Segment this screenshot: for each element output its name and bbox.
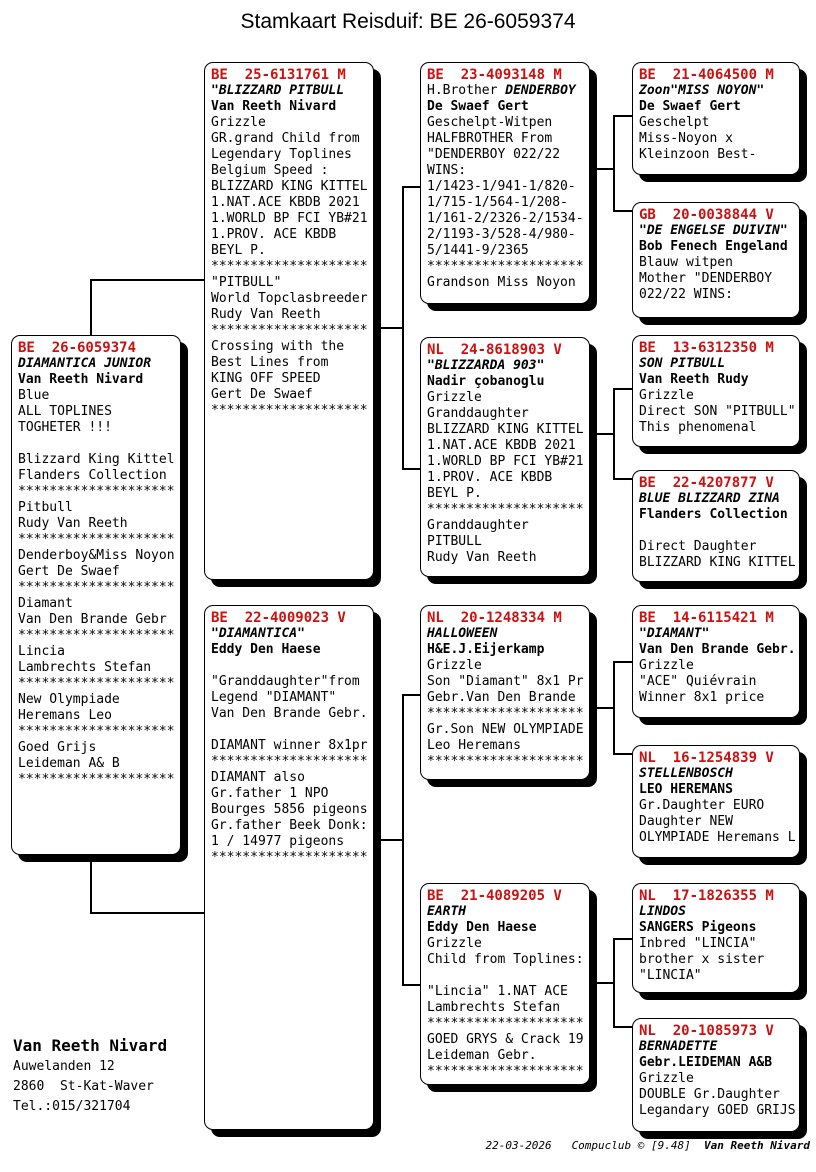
pedigree-connector-line (402, 984, 420, 986)
pedigree-line: Granddaughter (427, 518, 529, 533)
pedigree-line: Direct SON "PITBULL" (639, 404, 796, 419)
pedigree-line: ******************** (211, 323, 368, 338)
pedigree-line: 5/1441-9/2365 (427, 243, 529, 258)
ring-number: NL 20-1085973 V (639, 1023, 774, 1039)
pedigree-line: HALLOWEEN (427, 626, 498, 641)
pedigree-box-pat-granddam (420, 337, 590, 577)
footer-date: 22-03-2026 (485, 1139, 552, 1152)
footer (485, 1139, 810, 1152)
pedigree-line: Blue (18, 388, 50, 403)
pedigree-line: Van Den Brande Gebr. (211, 706, 368, 721)
pedigree-line: Rudy Van Reeth (427, 550, 537, 565)
pedigree-line: Pitbull (18, 500, 73, 515)
pedigree-line: ******************** (427, 754, 584, 769)
ring-number: BE 23-4093148 M (427, 67, 562, 83)
pedigree-line: TOGHETER !!! (18, 420, 112, 435)
pedigree-line: Child from Toplines: (427, 952, 584, 967)
pedigree-line: "BLIZZARD PITBULL (211, 83, 345, 98)
pedigree-line: "DIAMANTICA" (211, 626, 305, 641)
pedigree-line: BEYL P. (211, 243, 266, 258)
pedigree-connector-line (613, 661, 632, 663)
pedigree-connector-line (402, 468, 420, 470)
pedigree-line: ******************** (211, 754, 368, 769)
pedigree-line: ALL TOPLINES (18, 404, 112, 419)
pedigree-line: DIAMANTICA JUNIOR (18, 356, 152, 371)
pedigree-line: 1/161-2/2326-2/1534- (427, 211, 584, 226)
pedigree-line: Mother "DENDERBOY (639, 271, 773, 286)
pedigree-line: Rudy Van Reeth (211, 307, 321, 322)
ring-number: BE 22-4009023 V (211, 610, 346, 626)
pedigree-connector-line (613, 938, 615, 1027)
pedigree-box-ggparent-7 (632, 883, 800, 993)
pedigree-line: 1/715-1/564-1/208- (427, 195, 568, 210)
pedigree-line: BLIZZARD KING KITTEL (427, 422, 584, 437)
pedigree-line: 1.PROV. ACE KBDB (427, 470, 553, 485)
pedigree-line: ******************** (18, 532, 175, 547)
pedigree-box-mat-granddam (420, 883, 590, 1085)
pedigree-line: SON PITBULL (639, 356, 726, 371)
pedigree-line: Crossing with the (211, 339, 345, 354)
pedigree-line: This phenomenal (639, 420, 757, 435)
pedigree-line: WINS: (427, 163, 467, 178)
pedigree-line: "Granddaughter"from (211, 674, 360, 689)
pedigree-connector-line (90, 279, 204, 281)
pedigree-line: H.Brother DENDERBOY (427, 83, 576, 98)
pedigree-connector-line (590, 982, 613, 984)
pedigree-box-ggparent-6 (632, 745, 800, 858)
pedigree-line: ******************** (18, 772, 175, 787)
pedigree-line: ******************** (18, 724, 175, 739)
pedigree-line: Direct Daughter (639, 539, 757, 554)
pedigree-line: De Swaef Gert (639, 99, 741, 114)
pedigree-line: Eddy Den Haese (427, 920, 537, 935)
pedigree-line: Heremans Leo (18, 708, 112, 723)
pedigree-line: Daughter NEW (639, 814, 733, 829)
pedigree-connector-line (402, 694, 404, 985)
pedigree-line: 1 / 14977 pigeons (211, 834, 345, 849)
pedigree-line: BEYL P. (427, 486, 482, 501)
pedigree-connector-line (90, 912, 204, 914)
pedigree-line: DOUBLE Gr.Daughter (639, 1087, 780, 1102)
pedigree-line: H&E.J.Eijerkamp (427, 642, 545, 657)
pedigree-line: STELLENBOSCH (639, 766, 733, 781)
pedigree-connector-line (613, 388, 632, 390)
pedigree-line: Best Lines from (211, 355, 329, 370)
pedigree-connector-line (613, 388, 615, 479)
pedigree-line: DIAMANT also (211, 770, 305, 785)
pedigree-line: DIAMANT winner 8x1pr (211, 738, 368, 753)
pedigree-line: Miss-Noyon x (639, 131, 733, 146)
pedigree-line (639, 523, 797, 539)
pedigree-line: ******************** (427, 259, 584, 274)
pedigree-line: 022/22 WINS: (639, 287, 733, 302)
pedigree-line: Rudy Van Reeth (18, 516, 128, 531)
pedigree-connector-line (590, 168, 613, 170)
pedigree-line: Grizzle (639, 388, 694, 403)
pedigree-line: Gr.father Beek Donk: (211, 818, 368, 833)
footer-owner: Van Reeth Nivard (704, 1139, 810, 1152)
ring-number: NL 16-1254839 V (639, 750, 774, 766)
pedigree-line: BERNADETTE (639, 1039, 718, 1054)
ring-number: BE 21-4089205 V (427, 888, 562, 904)
pedigree-line: "LINCIA" (639, 968, 702, 983)
pedigree-line: LEO HEREMANS (639, 782, 733, 797)
pedigree-box-ggparent-2 (632, 202, 800, 318)
pedigree-box-ggparent-5 (632, 605, 800, 718)
pedigree-connector-line (590, 433, 613, 435)
pedigree-line: Gr.Son NEW OLYMPIADE (427, 722, 584, 737)
pedigree-line: KING OFF SPEED (211, 371, 321, 386)
pedigree-line: LINDOS (639, 904, 686, 919)
pedigree-line: Gr.father 1 NPO (211, 786, 329, 801)
pedigree-line: 1.WORLD BP FCI YB#21 (427, 454, 584, 469)
pedigree-line: Grizzle (427, 936, 482, 951)
pedigree-line: Van Reeth Rudy (639, 372, 749, 387)
pedigree-line: 1/1423-1/941-1/820- (427, 179, 576, 194)
pedigree-line: Eddy Den Haese (211, 642, 321, 657)
pedigree-line: ******************** (18, 628, 175, 643)
pedigree-line: ******************** (211, 850, 368, 865)
pedigree-line: Bourges 5856 pigeons (211, 802, 368, 817)
owner-address: Auwelanden 12 (13, 1059, 115, 1074)
pedigree-line: Bob Fenech Engeland (639, 239, 788, 254)
pedigree-line: ******************** (427, 1064, 584, 1079)
pedigree-line: Flanders Collection (18, 468, 167, 483)
pedigree-line: Gebr.Van Den Brande (427, 690, 576, 705)
ring-number: BE 14-6115421 M (639, 610, 774, 626)
pedigree-line: Grizzle (427, 658, 482, 673)
pedigree-line: Winner 8x1 price (639, 690, 765, 705)
pedigree-line: PITBULL (427, 534, 482, 549)
pedigree-line: "ACE" Quiévrain (639, 674, 757, 689)
pedigree-box-ggparent-1 (632, 62, 800, 175)
pedigree-line: "Lincia" 1.NAT ACE (427, 984, 568, 999)
pedigree-line: ******************** (18, 676, 175, 691)
pedigree-line: SANGERS Pigeons (639, 920, 757, 935)
pedigree-box-pat-grandsire (420, 62, 590, 304)
footer-software: Compuclub © [9.48] (571, 1139, 691, 1152)
pedigree-connector-line (90, 855, 92, 913)
pedigree-line: Zoon"MISS NOYON" (639, 83, 765, 98)
pedigree-box-ggparent-3 (632, 335, 800, 447)
pedigree-line: 1.NAT.ACE KBDB 2021 (211, 195, 360, 210)
pedigree-line: Blizzard King Kittel (18, 452, 175, 467)
pedigree-line (211, 658, 371, 674)
pedigree-line: Leo Heremans (427, 738, 521, 753)
pedigree-line: BLUE BLIZZARD ZINA (639, 491, 780, 506)
pedigree-connector-line (374, 327, 402, 329)
pedigree-line: Grandson Miss Noyon (427, 275, 576, 290)
pedigree-line: EARTH (427, 904, 467, 919)
pedigree-box-ggparent-4 (632, 470, 800, 582)
pedigree-box-mat-grandsire (420, 605, 590, 780)
pedigree-line: Gr.Daughter EURO (639, 798, 765, 813)
pedigree-connector-line (613, 115, 615, 211)
owner-phone: Tel.:015/321704 (13, 1099, 131, 1114)
pedigree-box-subject (11, 335, 181, 855)
ring-number: GB 20-0038844 V (639, 207, 774, 223)
pedigree-connector-line (613, 478, 632, 480)
pedigree-line: Gebr.LEIDEMAN A&B (639, 1055, 773, 1070)
pedigree-line: "BLIZZARDA 903" (427, 358, 545, 373)
pedigree-line: ******************** (427, 502, 584, 517)
pedigree-line: Geschelpt-Witpen (427, 115, 553, 130)
pedigree-box-ggparent-8 (632, 1018, 800, 1132)
pedigree-connector-line (374, 839, 402, 841)
pedigree-line: BLIZZARD KING KITTEL (639, 555, 796, 570)
pedigree-line: GOED GRYS & Crack 19 (427, 1032, 584, 1047)
pedigree-line: Grizzle (639, 658, 694, 673)
pedigree-line: Lambrechts Stefan (427, 1000, 561, 1015)
pedigree-connector-line (590, 707, 613, 709)
ring-number: NL 24-8618903 V (427, 342, 562, 358)
pedigree-connector-line (613, 115, 632, 117)
pedigree-line: Lincia (18, 644, 65, 659)
pedigree-line: Gert De Swaef (211, 387, 313, 402)
pedigree-line: Goed Grijs (18, 740, 97, 755)
pedigree-line: Van Reeth Nivard (18, 372, 144, 387)
pedigree-line: Grizzle (427, 390, 482, 405)
pedigree-line: "DE ENGELSE DUIVIN" (639, 223, 788, 238)
pedigree-line: BLIZZARD KING KITTEL (211, 179, 368, 194)
pedigree-connector-line (90, 279, 92, 336)
pedigree-line: "DENDERBOY 022/22 (427, 147, 561, 162)
pedigree-line: Flanders Collection (639, 507, 788, 522)
pedigree-line: Diamant (18, 596, 73, 611)
pedigree-line: GR.grand Child from (211, 131, 360, 146)
ring-number: BE 25-6131761 M (211, 67, 346, 83)
pedigree-line: 2/1193-3/528-4/980- (427, 227, 576, 242)
pedigree-line: 1.WORLD BP FCI YB#21 (211, 211, 368, 226)
pedigree-line: Kleinzoon Best- (639, 147, 757, 162)
pedigree-line: Denderboy&Miss Noyon (18, 548, 175, 563)
pedigree-line: Granddaughter (427, 406, 529, 421)
pedigree-line: De Swaef Gert (427, 99, 529, 114)
pedigree-connector-line (613, 938, 632, 940)
pedigree-line: Grizzle (211, 115, 266, 130)
pedigree-line: Nadir çobanoglu (427, 374, 545, 389)
pedigree-line: ******************** (18, 580, 175, 595)
pedigree-line (211, 722, 371, 738)
pedigree-line: Belgium Speed : (211, 163, 329, 178)
ring-number: BE 22-4207877 V (639, 475, 774, 491)
pedigree-line: Grizzle (639, 1071, 694, 1086)
pedigree-line: "PITBULL" (211, 275, 282, 290)
pedigree-line: Van Den Brande Gebr (18, 612, 167, 627)
pedigree-box-dam (204, 605, 374, 1130)
pedigree-line: Van Den Brande Gebr. (639, 642, 796, 657)
pedigree-line: New Olympiade (18, 692, 120, 707)
pedigree-line: Legandary GOED GRIJS (639, 1103, 796, 1118)
pedigree-line: Van Reeth Nivard (211, 99, 337, 114)
pedigree-line: OLYMPIADE Heremans L (639, 830, 796, 845)
pedigree-connector-line (613, 753, 632, 755)
owner-city: 2860 St-Kat-Waver (13, 1079, 154, 1094)
ring-number: BE 26-6059374 (18, 340, 137, 356)
ring-number: BE 13-6312350 M (639, 340, 774, 356)
pedigree-line: Legend "DIAMANT" (211, 690, 337, 705)
pedigree-line: 1.PROV. ACE KBDB (211, 227, 337, 242)
pedigree-connector-line (402, 186, 404, 469)
ring-number: BE 21-4064500 M (639, 67, 774, 83)
pedigree-line: Inbred "LINCIA" (639, 936, 757, 951)
pedigree-line (427, 968, 587, 984)
owner-block (13, 1035, 167, 1117)
owner-name: Van Reeth Nivard (13, 1036, 168, 1055)
pedigree-connector-line (613, 661, 615, 754)
pedigree-line: ******************** (211, 403, 368, 418)
pedigree-line: Blauw witpen (639, 255, 733, 270)
pedigree-connector-line (402, 186, 420, 188)
page-title: Stamkaart Reisduif: BE 26-6059374 (240, 10, 576, 33)
pedigree-line: Leideman Gebr. (427, 1048, 537, 1063)
pedigree-connector-line (613, 1026, 632, 1028)
pedigree-line: Geschelpt (639, 115, 710, 130)
pedigree-line: Legendary Toplines (211, 147, 352, 162)
pedigree-line: Gert De Swaef (18, 564, 120, 579)
pedigree-line: 1.NAT.ACE KBDB 2021 (427, 438, 576, 453)
pedigree-box-sire (204, 62, 374, 580)
pedigree-line: ******************** (18, 484, 175, 499)
pedigree-line: ******************** (211, 259, 368, 274)
ring-number: NL 20-1248334 M (427, 610, 562, 626)
pedigree-line: Leideman A& B (18, 756, 120, 771)
pedigree-line: Son "Diamant" 8x1 Pr (427, 674, 584, 689)
pedigree-line: "DIAMANT" (639, 626, 710, 641)
pedigree-line: Lambrechts Stefan (18, 660, 152, 675)
pedigree-line: ******************** (427, 706, 584, 721)
pedigree-line: HALFBROTHER From (427, 131, 553, 146)
pedigree-connector-line (613, 210, 632, 212)
pedigree-line: World Topclasbreeder (211, 291, 368, 306)
pedigree-line: ******************** (427, 1016, 584, 1031)
pedigree-line (18, 436, 178, 452)
pedigree-connector-line (402, 694, 420, 696)
pedigree-line: brother x sister (639, 952, 765, 967)
ring-number: NL 17-1826355 M (639, 888, 774, 904)
